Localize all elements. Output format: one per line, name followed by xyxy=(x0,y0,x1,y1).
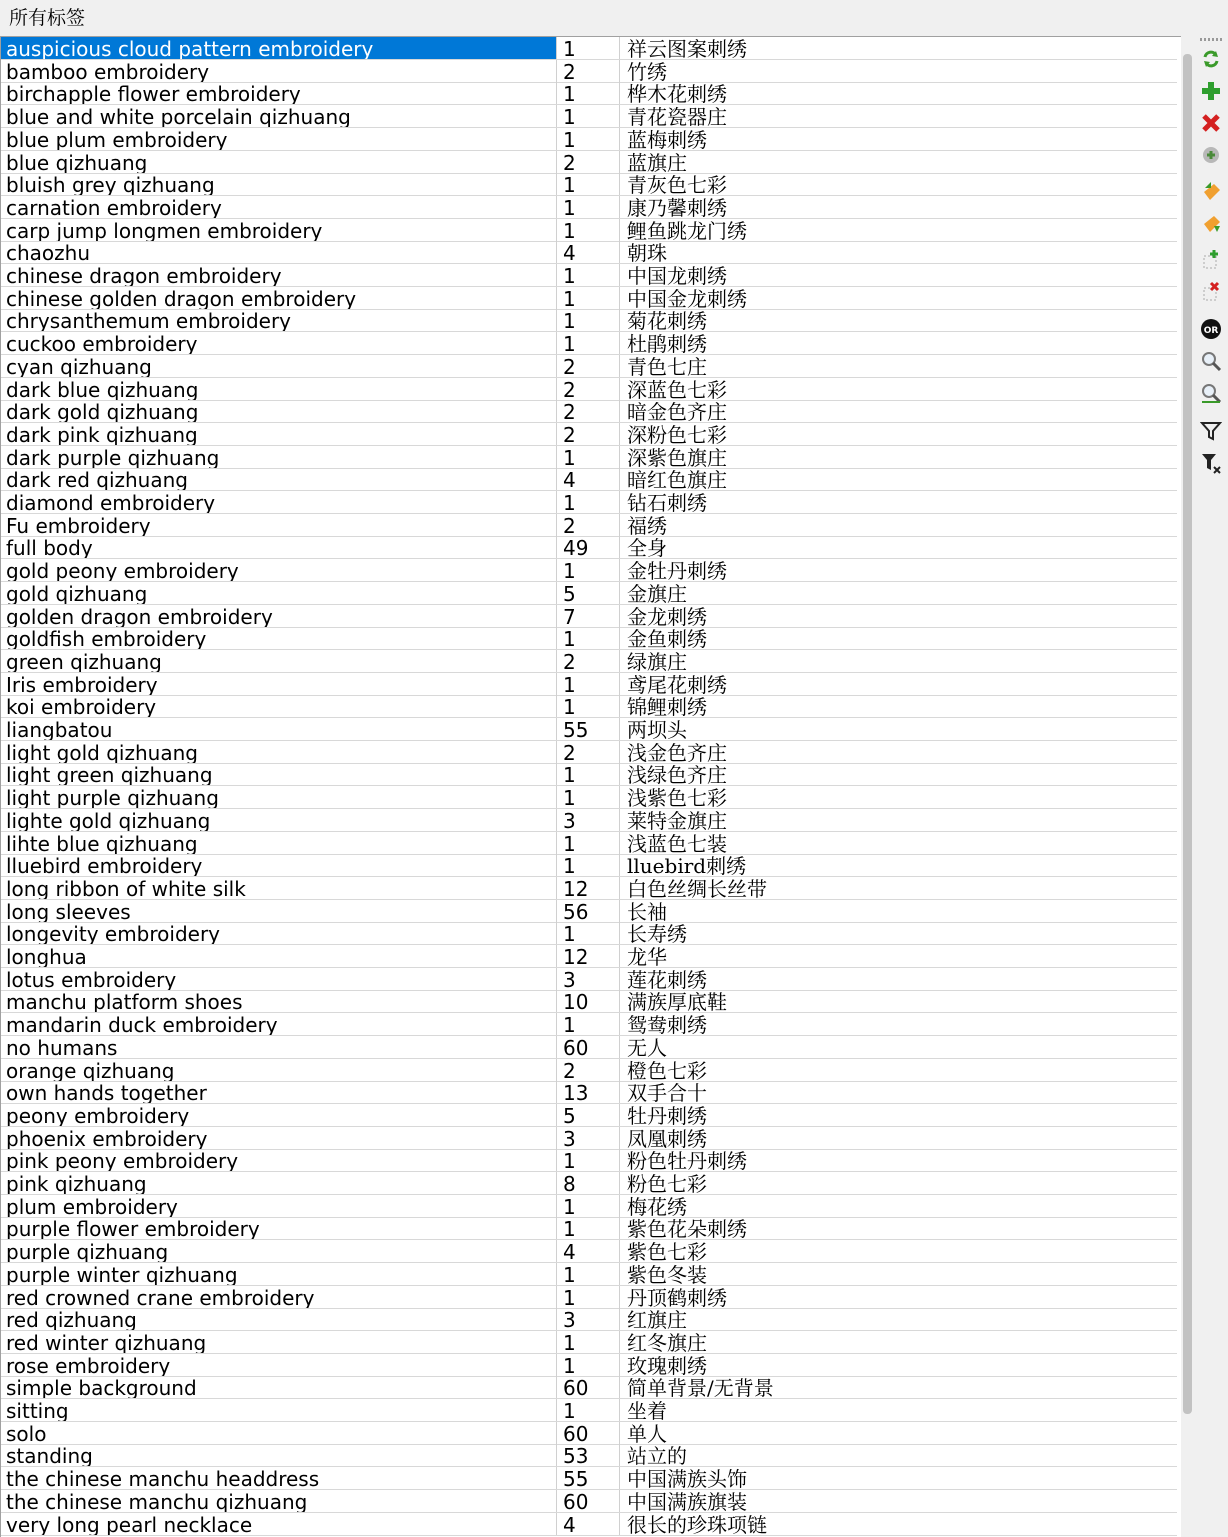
tag-name-cell[interactable]: solo xyxy=(1,1422,557,1444)
remove-from-selection-button[interactable] xyxy=(1198,280,1224,306)
table-row[interactable] xyxy=(1,1286,1177,1309)
table-row[interactable] xyxy=(1,241,1177,264)
tag-count-cell[interactable]: 3 xyxy=(558,809,620,831)
tag-name-cell[interactable]: dark purple qizhuang xyxy=(1,446,557,468)
tag-name-cell[interactable]: pink peony embroidery xyxy=(1,1149,557,1171)
table-row[interactable] xyxy=(1,332,1177,355)
tag-translation-cell[interactable]: 金鱼刺绣 xyxy=(627,627,707,650)
tag-name-cell[interactable]: auspicious cloud pattern embroidery xyxy=(1,37,557,59)
tag-name-cell[interactable]: carp jump longmen embroidery xyxy=(1,219,557,241)
table-row[interactable] xyxy=(1,1059,1177,1082)
table-row[interactable] xyxy=(1,82,1177,105)
search-icon xyxy=(1200,350,1222,376)
tag-name-cell[interactable]: birchapple flower embroidery xyxy=(1,82,557,104)
table-row[interactable] xyxy=(1,60,1177,83)
tag-count-cell[interactable]: 1 xyxy=(558,1013,620,1035)
tag-name-cell[interactable]: long sleeves xyxy=(1,900,557,922)
tag-name-cell[interactable]: the chinese manchu headdress xyxy=(1,1467,557,1489)
tag-translation-cell[interactable]: 金龙刺绣 xyxy=(627,604,707,627)
table-row[interactable] xyxy=(1,264,1177,287)
tag-count-cell[interactable]: 5 xyxy=(558,582,620,604)
tag-name-cell[interactable]: chinese golden dragon embroidery xyxy=(1,287,557,309)
tag-name-cell[interactable]: liangbatou xyxy=(1,718,557,740)
tag-count-cell[interactable]: 1 xyxy=(558,173,620,195)
merge-button[interactable] xyxy=(1198,144,1224,170)
table-row[interactable] xyxy=(1,922,1177,945)
table-row[interactable] xyxy=(1,673,1177,696)
table-row[interactable] xyxy=(1,1149,1177,1172)
table-row[interactable] xyxy=(1,491,1177,514)
tag-translation-cell[interactable]: 竹绣 xyxy=(627,59,667,82)
tag-name-cell[interactable]: longevity embroidery xyxy=(1,922,557,944)
add-button[interactable] xyxy=(1198,80,1224,106)
tag-name-cell[interactable]: the chinese manchu qizhuang xyxy=(1,1490,557,1512)
tag-translation-cell[interactable]: 祥云图案刺绣 xyxy=(627,37,747,59)
or-filter-button[interactable] xyxy=(1198,318,1224,344)
tag-name-cell[interactable]: standing xyxy=(1,1444,557,1466)
table-row[interactable] xyxy=(1,446,1177,469)
tag-count-cell[interactable]: 5 xyxy=(558,1104,620,1126)
tag-name-cell[interactable]: golden dragon embroidery xyxy=(1,605,557,627)
tag-count-cell[interactable]: 12 xyxy=(558,877,620,899)
tag-name-cell[interactable]: no humans xyxy=(1,1036,557,1058)
tag-name-cell[interactable]: chinese dragon embroidery xyxy=(1,264,557,286)
tag-translation-cell[interactable]: 青花瓷器庄 xyxy=(627,105,727,128)
table-row[interactable] xyxy=(1,536,1177,559)
tag-name-cell[interactable]: lighte gold qizhuang xyxy=(1,809,557,831)
tag-count-cell[interactable]: 4 xyxy=(558,1513,620,1535)
tag-name-cell[interactable]: gold peony embroidery xyxy=(1,559,557,581)
tag-name-cell[interactable]: purple flower embroidery xyxy=(1,1217,557,1239)
tag-translation-cell[interactable]: 鲤鱼跳龙门绣 xyxy=(627,218,747,241)
table-row[interactable] xyxy=(1,763,1177,786)
table-row[interactable] xyxy=(1,1467,1177,1490)
table-row[interactable] xyxy=(1,219,1177,242)
table-row[interactable] xyxy=(1,695,1177,718)
tag-translation-cell[interactable]: 莱特金旗庄 xyxy=(627,808,727,831)
table-row[interactable] xyxy=(1,854,1177,877)
tag-translation-cell[interactable]: 红冬旗庄 xyxy=(627,1330,707,1353)
table-row[interactable] xyxy=(1,627,1177,650)
tag-count-cell[interactable]: 3 xyxy=(558,968,620,990)
table-row[interactable] xyxy=(1,718,1177,741)
tag-count-cell[interactable]: 1 xyxy=(558,673,620,695)
tag-name-cell[interactable]: long ribbon of white silk xyxy=(1,877,557,899)
add-icon xyxy=(1200,80,1222,106)
table-row[interactable] xyxy=(1,423,1177,446)
tag-count-cell[interactable]: 1 xyxy=(558,922,620,944)
tag-translation-cell[interactable]: 橙色七彩 xyxy=(627,1058,707,1081)
tag-name-cell[interactable]: sitting xyxy=(1,1399,557,1421)
tag-translation-cell[interactable]: 紫色七彩 xyxy=(627,1240,707,1263)
vertical-scrollbar[interactable] xyxy=(1181,36,1195,1536)
tag-name-cell[interactable]: very long pearl necklace xyxy=(1,1513,557,1535)
tag-translation-cell[interactable]: 菊花刺绣 xyxy=(627,309,707,332)
tag-name-cell[interactable]: diamond embroidery xyxy=(1,491,557,513)
tag-name-cell[interactable]: red crowned crane embroidery xyxy=(1,1286,557,1308)
table-row[interactable] xyxy=(1,1217,1177,1240)
tag-translation-cell[interactable]: 浅绿色齐庄 xyxy=(627,763,727,786)
tag-count-cell[interactable]: 4 xyxy=(558,468,620,490)
tag-name-cell[interactable]: blue and white porcelain qizhuang xyxy=(1,105,557,127)
tag-count-cell[interactable]: 1 xyxy=(558,1217,620,1239)
tag-translation-cell[interactable]: 白色丝绸长丝带 xyxy=(627,876,767,899)
tag-translation-cell[interactable]: 玫瑰刺绣 xyxy=(627,1353,707,1376)
tag-translation-cell[interactable]: lluebird刺绣 xyxy=(627,854,747,877)
table-row[interactable] xyxy=(1,309,1177,332)
table-row[interactable] xyxy=(1,1013,1177,1036)
refresh-icon xyxy=(1200,48,1222,74)
tag-count-cell[interactable]: 1 xyxy=(558,196,620,218)
table-row[interactable] xyxy=(1,1490,1177,1513)
table-row[interactable] xyxy=(1,1422,1177,1445)
delete-icon xyxy=(1200,112,1222,138)
tag-name-cell[interactable]: chrysanthemum embroidery xyxy=(1,309,557,331)
filter-icon xyxy=(1200,420,1222,446)
table-row[interactable] xyxy=(1,151,1177,174)
tag-count-cell[interactable]: 1 xyxy=(558,128,620,150)
tag-translation-cell[interactable]: 金旗庄 xyxy=(627,581,687,604)
table-row[interactable] xyxy=(1,514,1177,537)
tag-translation-cell[interactable]: 站立的 xyxy=(627,1444,687,1467)
tag-count-cell[interactable]: 1 xyxy=(558,1354,620,1376)
tag-translation-cell[interactable]: 鸢尾花刺绣 xyxy=(627,672,727,695)
table-row[interactable] xyxy=(1,650,1177,673)
table-row[interactable] xyxy=(1,900,1177,923)
table-row[interactable] xyxy=(1,1399,1177,1422)
add-to-selection-icon xyxy=(1200,248,1222,274)
tag-count-cell[interactable]: 2 xyxy=(558,400,620,422)
tag-count-cell[interactable]: 60 xyxy=(558,1376,620,1398)
tag-count-cell[interactable]: 1 xyxy=(558,219,620,241)
tag-count-cell[interactable]: 4 xyxy=(558,1240,620,1262)
tag-count-cell[interactable]: 1 xyxy=(558,287,620,309)
tag-name-cell[interactable]: light purple qizhuang xyxy=(1,786,557,808)
clear-filter-icon xyxy=(1200,452,1222,478)
tag-name-cell[interactable]: purple winter qizhuang xyxy=(1,1263,557,1285)
tag-count-cell[interactable]: 2 xyxy=(558,423,620,445)
tag-count-cell[interactable]: 1 xyxy=(558,332,620,354)
tag-translation-cell[interactable]: 双手合十 xyxy=(627,1081,707,1104)
tag-name-cell[interactable]: dark red qizhuang xyxy=(1,468,557,490)
tag-translation-cell[interactable]: 绿旗庄 xyxy=(627,649,687,672)
tag-translation-cell[interactable]: 浅紫色七彩 xyxy=(627,786,727,809)
tag-translation-cell[interactable]: 浅蓝色七装 xyxy=(627,831,727,854)
tag-translation-cell[interactable]: 龙华 xyxy=(627,945,667,967)
tag-down-button[interactable] xyxy=(1198,212,1224,238)
tag-name-cell[interactable]: full body xyxy=(1,536,557,558)
tag-name-cell[interactable]: lluebird embroidery xyxy=(1,854,557,876)
table-row[interactable] xyxy=(1,1444,1177,1467)
tag-translation-cell[interactable]: 深蓝色七彩 xyxy=(627,377,727,400)
table-row[interactable] xyxy=(1,1127,1177,1150)
tag-translation-cell[interactable]: 深粉色七彩 xyxy=(627,422,727,445)
tag-translation-cell[interactable]: 简单背景/无背景 xyxy=(627,1376,774,1399)
tag-name-cell[interactable]: bamboo embroidery xyxy=(1,60,557,82)
tag-count-cell[interactable]: 12 xyxy=(558,945,620,967)
tag-translation-cell[interactable]: 粉色七彩 xyxy=(627,1172,707,1194)
table-row[interactable] xyxy=(1,741,1177,764)
tag-translation-cell[interactable]: 福绣 xyxy=(627,513,667,536)
tag-count-cell[interactable]: 1 xyxy=(558,1195,620,1217)
tag-translation-cell[interactable]: 鸳鸯刺绣 xyxy=(627,1013,707,1036)
tag-count-cell[interactable]: 7 xyxy=(558,605,620,627)
or-filter-icon xyxy=(1200,318,1222,344)
table-row[interactable] xyxy=(1,559,1177,582)
tag-translation-cell[interactable]: 浅金色齐庄 xyxy=(627,740,727,763)
tag-translation-cell[interactable]: 很长的珍珠项链 xyxy=(627,1512,767,1535)
tag-name-cell[interactable]: carnation embroidery xyxy=(1,196,557,218)
tag-translation-cell[interactable]: 紫色花朵刺绣 xyxy=(627,1217,747,1240)
tag-translation-cell[interactable]: 长寿绣 xyxy=(627,922,687,945)
tag-translation-cell[interactable]: 中国龙刺绣 xyxy=(627,264,727,286)
tag-count-cell[interactable]: 1 xyxy=(558,559,620,581)
tag-name-cell[interactable]: dark pink qizhuang xyxy=(1,423,557,445)
tag-name-cell[interactable]: purple qizhuang xyxy=(1,1240,557,1262)
tag-name-cell[interactable]: manchu platform shoes xyxy=(1,990,557,1012)
tag-name-cell[interactable]: Iris embroidery xyxy=(1,673,557,695)
tag-count-cell[interactable]: 1 xyxy=(558,1263,620,1285)
tag-translation-cell[interactable]: 单人 xyxy=(627,1421,667,1444)
tag-name-cell[interactable]: gold qizhuang xyxy=(1,582,557,604)
tag-count-cell[interactable]: 53 xyxy=(558,1444,620,1466)
filter-button[interactable] xyxy=(1198,420,1224,446)
tag-translation-cell[interactable]: 钻石刺绣 xyxy=(627,491,707,513)
table-row[interactable] xyxy=(1,1354,1177,1377)
tag-name-cell[interactable]: plum embroidery xyxy=(1,1195,557,1217)
tag-count-cell[interactable]: 1 xyxy=(558,763,620,785)
tag-count-cell[interactable]: 1 xyxy=(558,491,620,513)
tag-count-cell[interactable]: 2 xyxy=(558,378,620,400)
tag-count-cell[interactable]: 49 xyxy=(558,536,620,558)
tag-count-cell[interactable]: 1 xyxy=(558,82,620,104)
tag-translation-cell[interactable]: 坐着 xyxy=(627,1399,667,1421)
tag-name-cell[interactable]: lihte blue qizhuang xyxy=(1,832,557,854)
tag-count-cell[interactable]: 3 xyxy=(558,1308,620,1330)
table-row[interactable] xyxy=(1,468,1177,491)
tag-translation-cell[interactable]: 满族厚底鞋 xyxy=(627,990,727,1013)
tag-translation-cell[interactable]: 紫色冬装 xyxy=(627,1262,707,1285)
remove-from-selection-icon xyxy=(1200,280,1222,306)
tag-translation-cell[interactable]: 杜鹃刺绣 xyxy=(627,332,707,355)
tag-translation-cell[interactable]: 无人 xyxy=(627,1035,667,1058)
table-row[interactable] xyxy=(1,378,1177,401)
tag-count-cell[interactable]: 3 xyxy=(558,1127,620,1149)
search-next-icon xyxy=(1200,382,1222,408)
table-row[interactable] xyxy=(1,1172,1177,1195)
table-row[interactable] xyxy=(1,1195,1177,1218)
tag-count-cell[interactable]: 2 xyxy=(558,60,620,82)
side-toolbar xyxy=(1196,36,1228,496)
tag-translation-cell[interactable]: 桦木花刺绣 xyxy=(627,82,727,105)
tag-translation-cell[interactable]: 中国金龙刺绣 xyxy=(627,286,747,309)
table-row[interactable] xyxy=(1,355,1177,378)
add-to-selection-button[interactable] xyxy=(1198,248,1224,274)
table-row[interactable] xyxy=(1,786,1177,809)
refresh-button[interactable] xyxy=(1198,48,1224,74)
tag-count-cell[interactable]: 2 xyxy=(558,151,620,173)
tag-name-cell[interactable]: green qizhuang xyxy=(1,650,557,672)
table-row[interactable] xyxy=(1,1104,1177,1127)
tag-translation-cell[interactable]: 金牡丹刺绣 xyxy=(627,559,727,582)
tag-table[interactable] xyxy=(0,36,1181,1537)
tag-count-cell[interactable]: 2 xyxy=(558,650,620,672)
tag-translation-cell[interactable]: 青灰色七彩 xyxy=(627,173,727,196)
tag-name-cell[interactable]: light green qizhuang xyxy=(1,763,557,785)
tag-count-cell[interactable]: 60 xyxy=(558,1036,620,1058)
toolbar-grip xyxy=(1200,38,1222,41)
tag-count-cell[interactable]: 60 xyxy=(558,1490,620,1512)
tag-translation-cell[interactable]: 暗红色旗庄 xyxy=(627,468,727,491)
tag-name-cell[interactable]: red qizhuang xyxy=(1,1308,557,1330)
tag-translation-cell[interactable]: 红旗庄 xyxy=(627,1308,687,1331)
tag-count-cell[interactable]: 56 xyxy=(558,900,620,922)
tag-count-cell[interactable]: 1 xyxy=(558,832,620,854)
tag-name-cell[interactable]: cuckoo embroidery xyxy=(1,332,557,354)
table-row[interactable] xyxy=(1,400,1177,423)
delete-button[interactable] xyxy=(1198,112,1224,138)
table-row[interactable] xyxy=(1,990,1177,1013)
tag-translation-cell[interactable]: 牡丹刺绣 xyxy=(627,1103,707,1126)
tag-count-cell[interactable]: 1 xyxy=(558,1149,620,1171)
tag-translation-cell[interactable]: 两坝头 xyxy=(627,718,687,740)
tag-name-cell[interactable]: dark gold qizhuang xyxy=(1,400,557,422)
tag-translation-cell[interactable]: 锦鲤刺绣 xyxy=(627,695,707,718)
table-row[interactable] xyxy=(1,605,1177,628)
tag-name-cell[interactable]: phoenix embroidery xyxy=(1,1127,557,1149)
table-row[interactable] xyxy=(1,1081,1177,1104)
tag-count-cell[interactable]: 8 xyxy=(558,1172,620,1194)
tag-translation-cell[interactable]: 梅花绣 xyxy=(627,1194,687,1217)
tag-count-cell[interactable]: 2 xyxy=(558,514,620,536)
tag-count-cell[interactable]: 1 xyxy=(558,446,620,468)
tag-count-cell[interactable]: 1 xyxy=(558,105,620,127)
table-row[interactable] xyxy=(1,809,1177,832)
tag-translation-cell[interactable]: 莲花刺绣 xyxy=(627,967,707,990)
tag-name-cell[interactable]: light gold qizhuang xyxy=(1,741,557,763)
tag-count-cell[interactable]: 1 xyxy=(558,309,620,331)
tag-name-cell[interactable]: pink qizhuang xyxy=(1,1172,557,1194)
tag-translation-cell[interactable]: 丹顶鹤刺绣 xyxy=(627,1285,727,1308)
tag-translation-cell[interactable]: 全身 xyxy=(627,536,667,559)
tag-count-cell[interactable]: 1 xyxy=(558,1286,620,1308)
table-row[interactable] xyxy=(1,1240,1177,1263)
tag-count-cell[interactable]: 1 xyxy=(558,264,620,286)
tag-count-cell[interactable]: 55 xyxy=(558,718,620,740)
tag-name-cell[interactable]: rose embroidery xyxy=(1,1354,557,1376)
tag-count-cell[interactable]: 2 xyxy=(558,1059,620,1081)
panel-title: 所有标签 xyxy=(9,7,86,29)
table-row[interactable] xyxy=(1,287,1177,310)
tag-up-icon xyxy=(1200,180,1222,206)
tag-count-cell[interactable]: 60 xyxy=(558,1422,620,1444)
tag-name-cell[interactable]: longhua xyxy=(1,945,557,967)
tag-name-cell[interactable]: simple background xyxy=(1,1376,557,1398)
table-row[interactable] xyxy=(1,832,1177,855)
tag-name-cell[interactable]: orange qizhuang xyxy=(1,1059,557,1081)
tag-name-cell[interactable]: mandarin duck embroidery xyxy=(1,1013,557,1035)
tag-up-button[interactable] xyxy=(1198,180,1224,206)
merge-icon xyxy=(1200,144,1222,170)
clear-filter-button[interactable] xyxy=(1198,452,1224,478)
table-row[interactable] xyxy=(1,968,1177,991)
tag-translation-cell[interactable]: 青色七庄 xyxy=(627,354,707,377)
tag-name-cell[interactable]: peony embroidery xyxy=(1,1104,557,1126)
table-row[interactable] xyxy=(1,173,1177,196)
tag-translation-cell[interactable]: 深紫色旗庄 xyxy=(627,445,727,468)
tag-translation-cell[interactable]: 粉色牡丹刺绣 xyxy=(627,1149,747,1172)
tag-name-cell[interactable]: Fu embroidery xyxy=(1,514,557,536)
tag-count-cell[interactable]: 55 xyxy=(558,1467,620,1489)
tag-down-icon xyxy=(1200,212,1222,238)
search-button[interactable] xyxy=(1198,350,1224,376)
tag-count-cell[interactable]: 2 xyxy=(558,355,620,377)
tag-name-cell[interactable]: koi embroidery xyxy=(1,695,557,717)
tag-name-cell[interactable]: dark blue qizhuang xyxy=(1,378,557,400)
tag-name-cell[interactable]: blue qizhuang xyxy=(1,151,557,173)
tag-translation-cell[interactable]: 中国满族头饰 xyxy=(627,1467,747,1490)
table-row[interactable] xyxy=(1,128,1177,151)
tag-translation-cell[interactable]: 凤凰刺绣 xyxy=(627,1126,707,1149)
tag-count-cell[interactable]: 4 xyxy=(558,241,620,263)
tag-count-cell[interactable]: 1 xyxy=(558,854,620,876)
table-row[interactable] xyxy=(1,1263,1177,1286)
table-row[interactable] xyxy=(1,877,1177,900)
tag-name-cell[interactable]: cyan qizhuang xyxy=(1,355,557,377)
table-row[interactable] xyxy=(1,37,1177,60)
tag-name-cell[interactable]: lotus embroidery xyxy=(1,968,557,990)
tag-count-cell[interactable]: 1 xyxy=(558,37,620,59)
tag-count-cell[interactable]: 2 xyxy=(558,741,620,763)
tag-translation-cell[interactable]: 长袖 xyxy=(627,899,667,922)
scrollbar-thumb[interactable] xyxy=(1183,54,1192,1414)
table-row[interactable] xyxy=(1,945,1177,968)
tag-name-cell[interactable]: red winter qizhuang xyxy=(1,1331,557,1353)
table-row[interactable] xyxy=(1,1331,1177,1354)
tag-translation-cell[interactable]: 蓝旗庄 xyxy=(627,150,687,173)
table-row[interactable] xyxy=(1,1376,1177,1399)
table-row[interactable] xyxy=(1,196,1177,219)
tag-count-cell[interactable]: 10 xyxy=(558,990,620,1012)
svg-text:OR: OR xyxy=(1203,326,1219,336)
tag-translation-cell[interactable]: 暗金色齐庄 xyxy=(627,400,727,423)
tag-count-cell[interactable]: 13 xyxy=(558,1081,620,1103)
tag-name-cell[interactable]: goldfish embroidery xyxy=(1,627,557,649)
tag-count-cell[interactable]: 1 xyxy=(558,786,620,808)
tag-count-cell[interactable]: 1 xyxy=(558,695,620,717)
tag-translation-cell[interactable]: 朝珠 xyxy=(627,241,667,264)
table-row[interactable] xyxy=(1,1036,1177,1059)
table-row[interactable] xyxy=(1,1308,1177,1331)
tag-count-cell[interactable]: 1 xyxy=(558,1399,620,1421)
tag-name-cell[interactable]: bluish grey qizhuang xyxy=(1,173,557,195)
tag-translation-cell[interactable]: 蓝梅刺绣 xyxy=(627,127,707,150)
search-next-button[interactable] xyxy=(1198,382,1224,408)
tag-name-cell[interactable]: own hands together xyxy=(1,1081,557,1103)
table-row[interactable] xyxy=(1,105,1177,128)
tag-count-cell[interactable]: 1 xyxy=(558,627,620,649)
tag-name-cell[interactable]: blue plum embroidery xyxy=(1,128,557,150)
tag-count-cell[interactable]: 1 xyxy=(558,1331,620,1353)
table-row[interactable] xyxy=(1,582,1177,605)
table-row[interactable] xyxy=(1,1513,1177,1536)
tag-translation-cell[interactable]: 中国满族旗装 xyxy=(627,1489,747,1512)
tag-name-cell[interactable]: chaozhu xyxy=(1,241,557,263)
tag-translation-cell[interactable]: 康乃馨刺绣 xyxy=(627,195,727,218)
